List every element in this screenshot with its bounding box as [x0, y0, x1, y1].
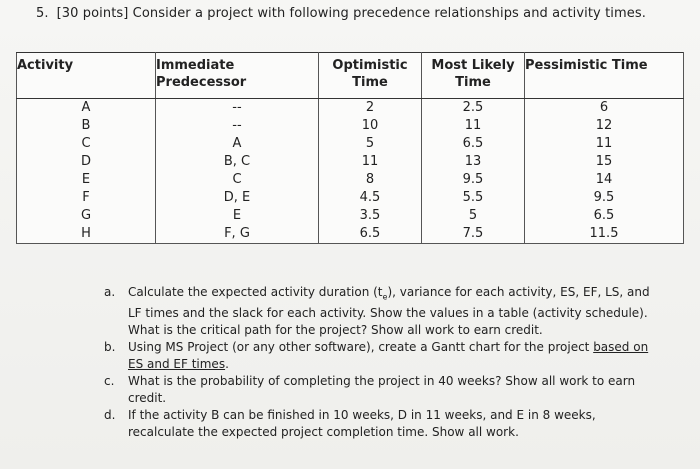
activity-table	[16, 52, 684, 244]
header-predecessor: Immediate Predecessor	[156, 53, 319, 99]
cell-predecessor: A	[156, 135, 319, 153]
cell-most-likely: 2.5	[422, 99, 525, 118]
cell-most-likely: 7.5	[422, 225, 525, 244]
part-text: If the activity B can be finished in 10 weeks, D in 11 weeks, and E in 8 weeks, recalculate the expected project completion time. Show all work.	[128, 408, 596, 440]
header-optimistic: Optimistic Time	[319, 53, 422, 99]
question-text: [30 points] Consider a project with following precedence relationships and activity times.	[56, 6, 646, 21]
table-row	[17, 207, 684, 225]
cell-activity: A	[17, 99, 156, 118]
question-number: 5.	[36, 6, 49, 21]
cell-pessimistic: 6.5	[525, 207, 684, 225]
part-d	[104, 407, 664, 441]
cell-pessimistic: 9.5	[525, 189, 684, 207]
table-row	[17, 117, 684, 135]
cell-activity: F	[17, 189, 156, 207]
table-row	[17, 225, 684, 244]
header-pessimistic: Pessimistic Time	[525, 53, 684, 99]
cell-predecessor: E	[156, 207, 319, 225]
header-activity: Activity	[17, 53, 156, 99]
table-row	[17, 171, 684, 189]
cell-pessimistic: 12	[525, 117, 684, 135]
cell-pessimistic: 11	[525, 135, 684, 153]
cell-activity: E	[17, 171, 156, 189]
cell-predecessor: F, G	[156, 225, 319, 244]
cell-optimistic: 8	[319, 171, 422, 189]
cell-most-likely: 11	[422, 117, 525, 135]
table-row	[17, 135, 684, 153]
part-label: a.	[104, 285, 116, 299]
part-b	[104, 339, 664, 373]
question-title	[36, 6, 646, 21]
cell-predecessor: --	[156, 99, 319, 118]
table-row	[17, 99, 684, 118]
cell-most-likely: 6.5	[422, 135, 525, 153]
part-c	[104, 373, 664, 407]
cell-activity: G	[17, 207, 156, 225]
cell-activity: C	[17, 135, 156, 153]
cell-most-likely: 13	[422, 153, 525, 171]
cell-optimistic: 10	[319, 117, 422, 135]
question-parts	[104, 284, 664, 441]
cell-activity: H	[17, 225, 156, 244]
cell-pessimistic: 11.5	[525, 225, 684, 244]
cell-optimistic: 2	[319, 99, 422, 118]
part-text: What is the probability of completing the project in 40 weeks? Show all work to earn credit.	[128, 374, 636, 406]
cell-predecessor: C	[156, 171, 319, 189]
cell-optimistic: 11	[319, 153, 422, 171]
part-label: c.	[104, 374, 115, 389]
cell-predecessor: B, C	[156, 153, 319, 171]
part-label: b.	[104, 340, 116, 355]
header-most-likely: Most Likely Time	[422, 53, 525, 99]
cell-activity: B	[17, 117, 156, 135]
cell-pessimistic: 15	[525, 153, 684, 171]
cell-optimistic: 6.5	[319, 225, 422, 244]
cell-most-likely: 5.5	[422, 189, 525, 207]
cell-optimistic: 4.5	[319, 189, 422, 207]
cell-optimistic: 5	[319, 135, 422, 153]
cell-most-likely: 9.5	[422, 171, 525, 189]
part-label: d.	[104, 408, 116, 423]
table-header-row	[17, 53, 684, 99]
cell-predecessor: --	[156, 117, 319, 135]
cell-optimistic: 3.5	[319, 207, 422, 225]
part-a	[104, 284, 664, 339]
cell-pessimistic: 14	[525, 171, 684, 189]
cell-most-likely: 5	[422, 207, 525, 225]
table-row	[17, 189, 684, 207]
cell-activity: D	[17, 153, 156, 171]
cell-predecessor: D, E	[156, 189, 319, 207]
cell-pessimistic: 6	[525, 99, 684, 118]
part-text: Using MS Project (or any other software), create a Gantt chart for the project based on ES and EF times.	[128, 340, 649, 372]
part-text: Calculate the expected activity duration $(t_e)$, variance for each activity, ES, EF, LS, and LF times and the slack for each activity. Show the values in a table (activity schedule). What is the critical path for the project? Show all work to earn credit.	[128, 285, 650, 338]
table-row	[17, 153, 684, 171]
